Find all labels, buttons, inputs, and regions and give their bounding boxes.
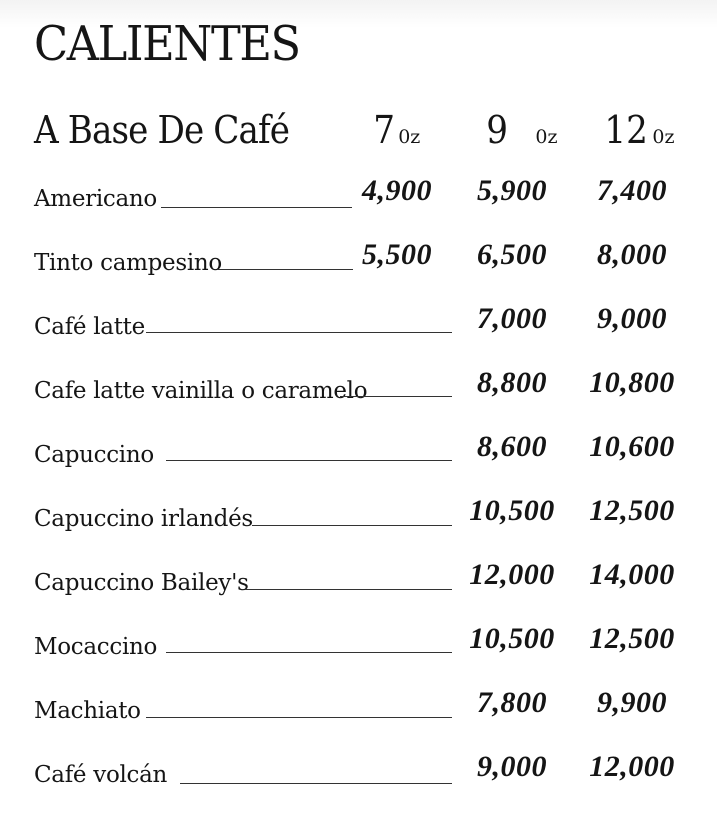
price-9oz: 8,800: [477, 366, 547, 399]
item-name: Machiato: [34, 698, 141, 724]
price-12oz: 9,000: [597, 302, 667, 335]
price-12oz: 14,000: [589, 558, 675, 591]
price-9oz: 12,000: [469, 558, 555, 591]
menu-item-row: [0, 430, 717, 482]
dot-leader: [166, 652, 452, 653]
menu-item-row: [0, 238, 717, 290]
item-name: Café latte: [34, 314, 145, 340]
menu-item-row: [0, 366, 717, 418]
dot-leader: [146, 717, 452, 718]
menu-item-row: [0, 558, 717, 610]
price-9oz: 7,000: [477, 302, 547, 335]
price-12oz: 12,500: [589, 622, 675, 655]
item-name: Capuccino: [34, 442, 154, 468]
dot-leader: [146, 332, 452, 333]
price-7oz: 4,900: [362, 174, 432, 207]
price-12oz: 8,000: [597, 238, 667, 271]
size-number: 9: [486, 108, 508, 152]
dot-leader: [245, 589, 452, 590]
size-unit: 0z: [652, 126, 675, 148]
dot-leader: [180, 783, 452, 784]
dot-leader: [340, 396, 452, 397]
price-12oz: 10,600: [589, 430, 675, 463]
price-12oz: 9,900: [597, 686, 667, 719]
item-name: Cafe latte vainilla o caramelo: [34, 378, 368, 404]
item-name: Café volcán: [34, 762, 168, 788]
price-9oz: 10,500: [469, 494, 555, 527]
size-number: 7: [373, 108, 395, 152]
item-name: Capuccino irlandés: [34, 506, 253, 532]
item-name: Capuccino Bailey's: [34, 570, 249, 596]
dot-leader: [166, 460, 452, 461]
menu-item-row: [0, 686, 717, 738]
price-12oz: 12,500: [589, 494, 675, 527]
size-number: 12: [604, 108, 648, 152]
price-9oz: 7,800: [477, 686, 547, 719]
dot-leader: [217, 269, 353, 270]
menu-item-row: [0, 494, 717, 546]
price-9oz: 8,600: [477, 430, 547, 463]
item-name: Mocaccino: [34, 634, 158, 660]
menu-item-row: [0, 622, 717, 674]
price-9oz: 6,500: [477, 238, 547, 271]
item-name: Americano: [34, 186, 157, 212]
menu-item-row: [0, 750, 717, 802]
price-7oz: 5,500: [362, 238, 432, 271]
menu-item-row: [0, 302, 717, 354]
dot-leader: [161, 207, 352, 208]
price-12oz: 12,000: [589, 750, 675, 783]
item-name: Tinto campesino: [34, 250, 222, 276]
section-heading: A Base De Café: [34, 108, 290, 152]
menu-title: CALIENTES: [34, 16, 300, 72]
price-12oz: 10,800: [589, 366, 675, 399]
size-header-12: [602, 108, 674, 152]
size-unit: 0z: [535, 126, 558, 148]
size-header-7: [372, 108, 420, 152]
menu-item-row: [0, 174, 717, 226]
price-9oz: 5,900: [477, 174, 547, 207]
size-header-9: [485, 108, 557, 152]
dot-leader: [252, 525, 452, 526]
size-unit: 0z: [398, 126, 421, 148]
price-12oz: 7,400: [597, 174, 667, 207]
price-9oz: 9,000: [477, 750, 547, 783]
price-9oz: 10,500: [469, 622, 555, 655]
